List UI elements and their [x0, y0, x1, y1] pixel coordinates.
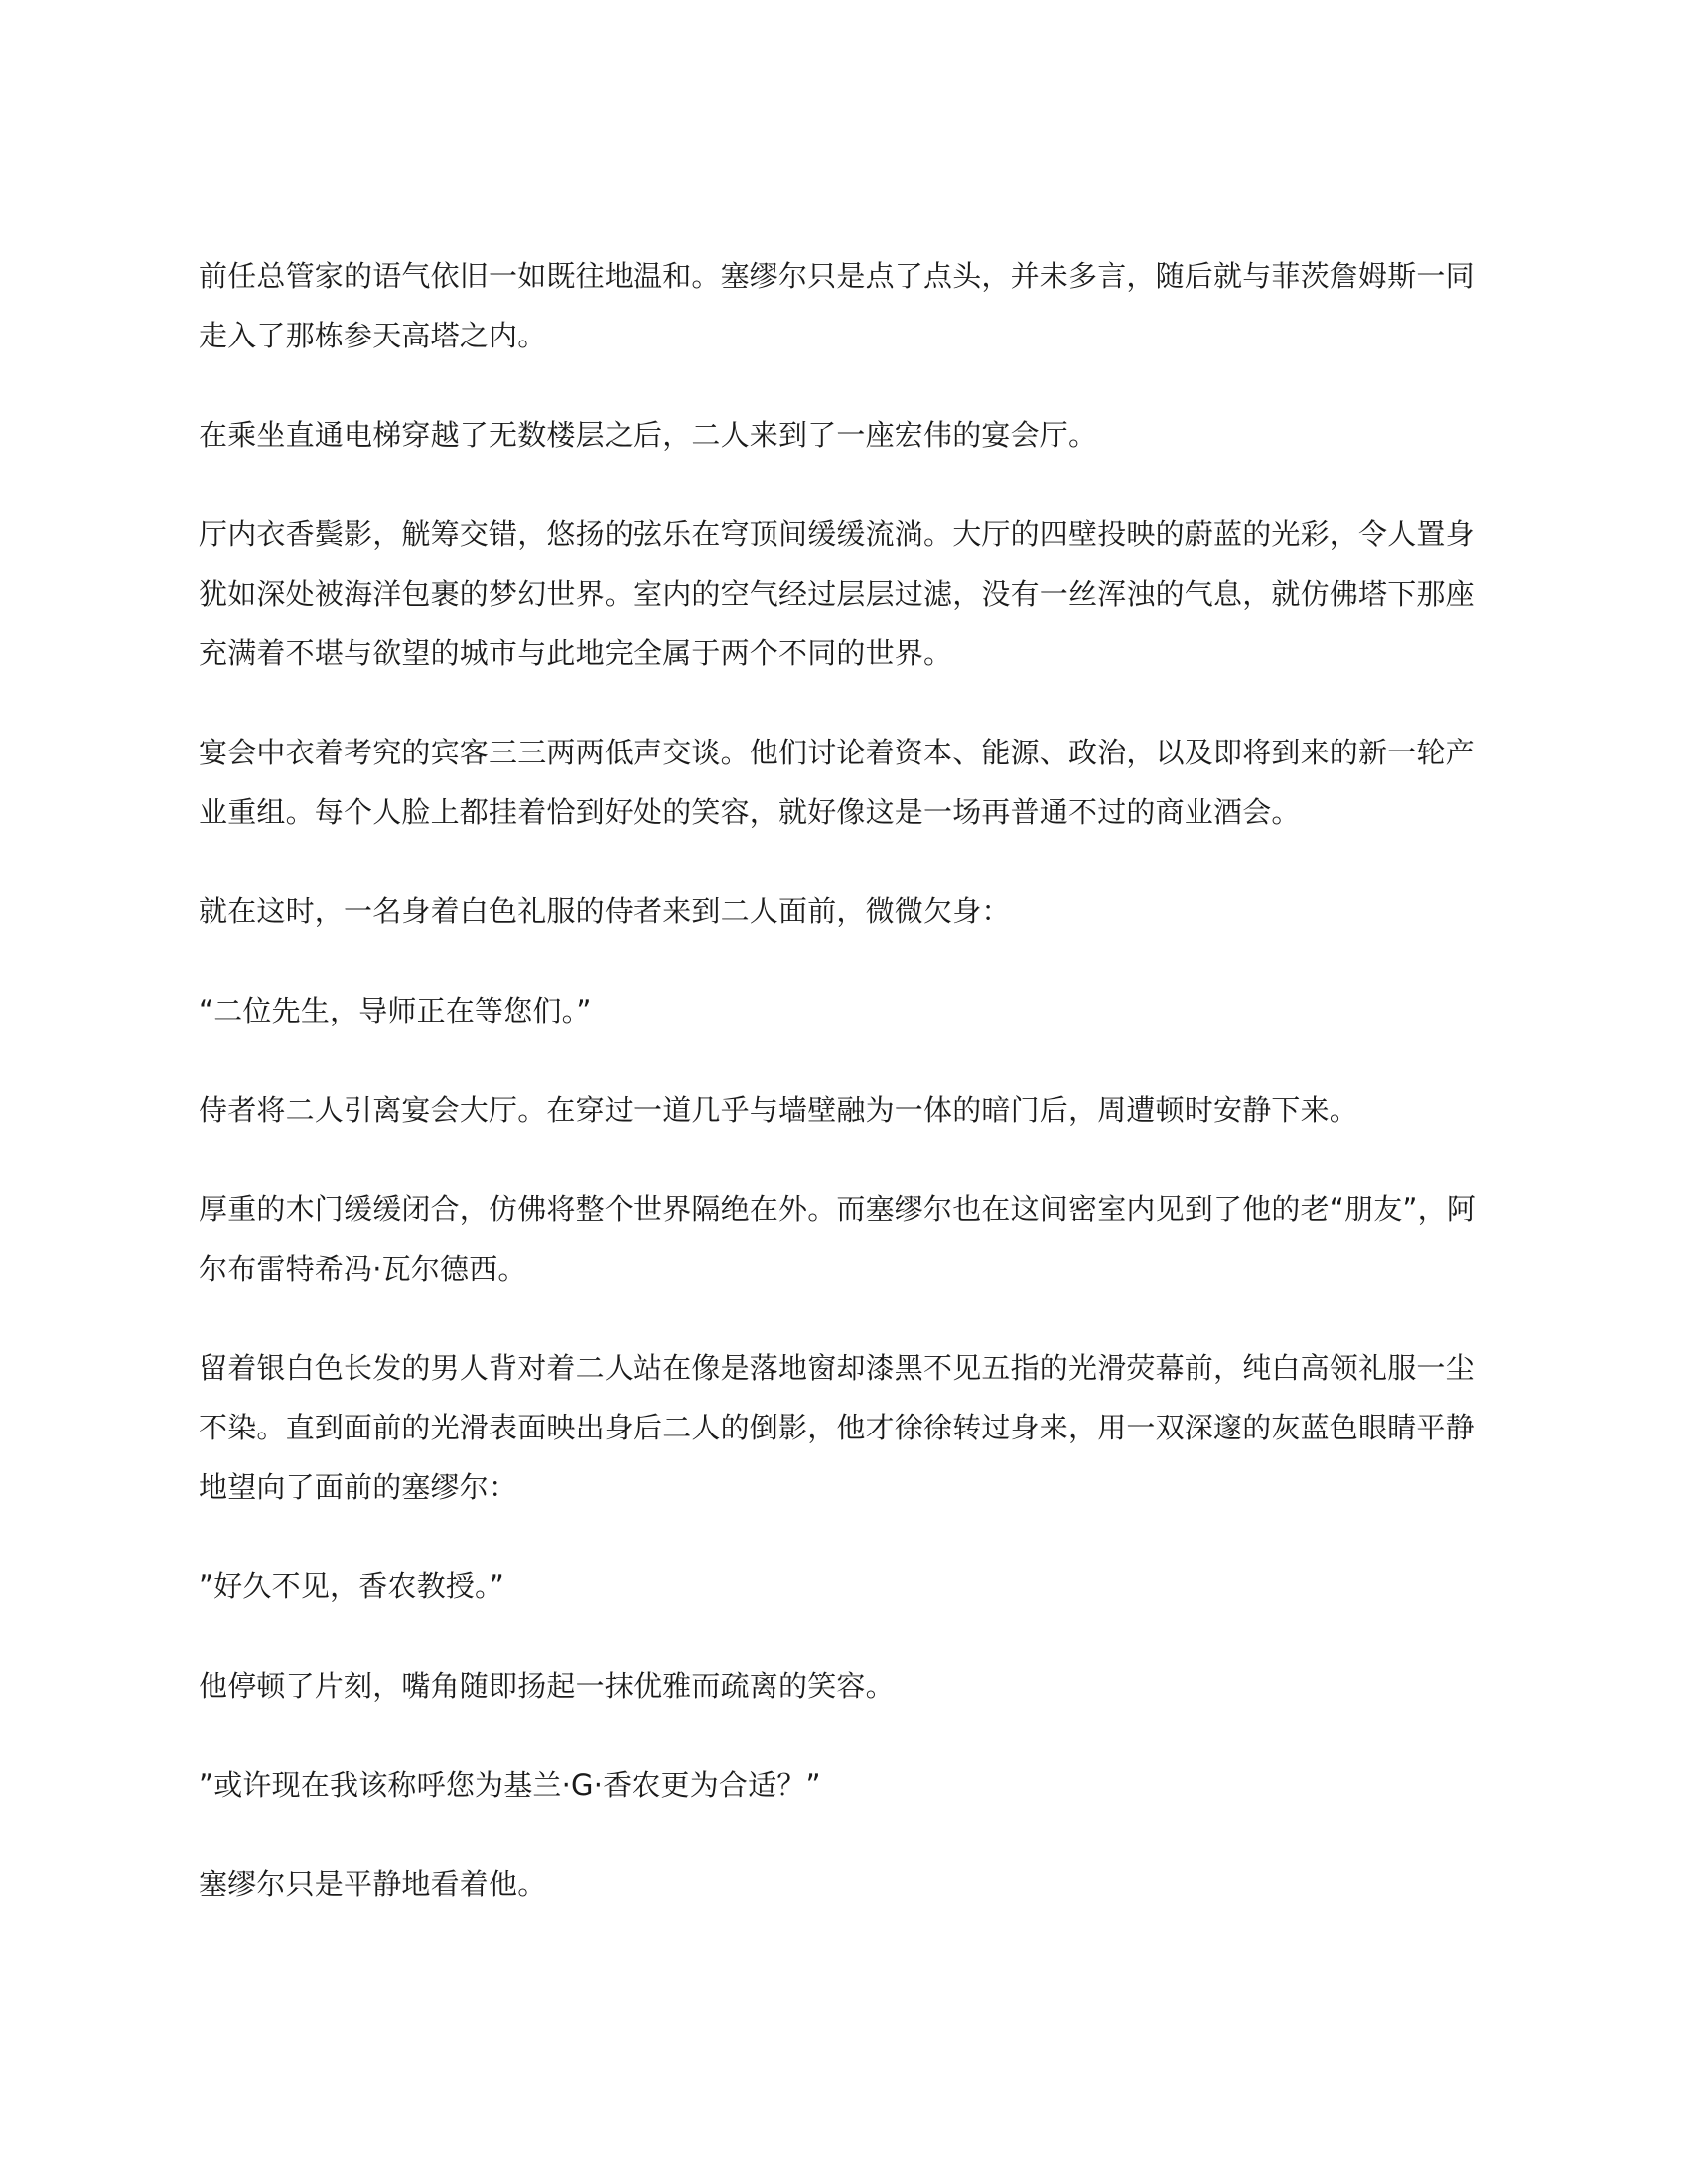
paragraph: 就在这时，一名身着白色礼服的侍者来到二人面前，微微欠身：: [199, 894, 1011, 928]
paragraph: “二位先生，导师正在等您们。”: [199, 994, 592, 1027]
paragraph: 厚重的木门缓缓闭合，仿佛将整个世界隔绝在外。而塞缪尔也在这间密室内见到了他的老“朋友”，阿尔布雷特希冯·瓦尔德西。: [199, 1192, 1477, 1286]
document-body: [199, 246, 1489, 1954]
paragraph: ”或许现在我该称呼您为基兰·G·香农更为合适？”: [199, 1768, 821, 1802]
paragraph: 宴会中衣着考究的宾客三三两两低声交谈。他们讨论着资本、能源、政治，以及即将到来的新一轮产业重组。每个人脸上都挂着恰到好处的笑容，就好像这是一场再普通不过的商业酒会。: [199, 736, 1475, 829]
paragraph: 他停顿了片刻，嘴角随即扬起一抹优雅而疏离的笑容。: [199, 1669, 895, 1703]
paragraph: 前任总管家的语气依旧一如既往地温和。塞缪尔只是点了点头，并未多言，随后就与菲茨詹姆斯一同走入了那栋参天高塔之内。: [199, 259, 1475, 352]
paragraph: 留着银白色长发的男人背对着二人站在像是落地窗却漆黑不见五指的光滑荧幕前，纯白高领礼服一尘不染。直到面前的光滑表面映出身后二人的倒影，他才徐徐转过身来，用一双深邃的灰蓝色眼睛平静地望向了面前的塞缪尔：: [199, 1351, 1475, 1504]
paragraph: 在乘坐直通电梯穿越了无数楼层之后，二人来到了一座宏伟的宴会厅。: [199, 418, 1098, 452]
paragraph: 塞缪尔只是平静地看着他。: [199, 1867, 547, 1901]
paragraph: ”好久不见，香农教授。”: [199, 1570, 504, 1603]
paragraph: 厅内衣香鬓影，觥筹交错，悠扬的弦乐在穹顶间缓缓流淌。大厅的四壁投映的蔚蓝的光彩，令人置身犹如深处被海洋包裹的梦幻世界。室内的空气经过层层过滤，没有一丝浑浊的气息，就仿佛塔下那座充满着不堪与欲望的城市与此地完全属于两个不同的世界。: [199, 517, 1475, 670]
paragraph: 侍者将二人引离宴会大厅。在穿过一道几乎与墙壁融为一体的暗门后，周遭顿时安静下来。: [199, 1093, 1359, 1127]
